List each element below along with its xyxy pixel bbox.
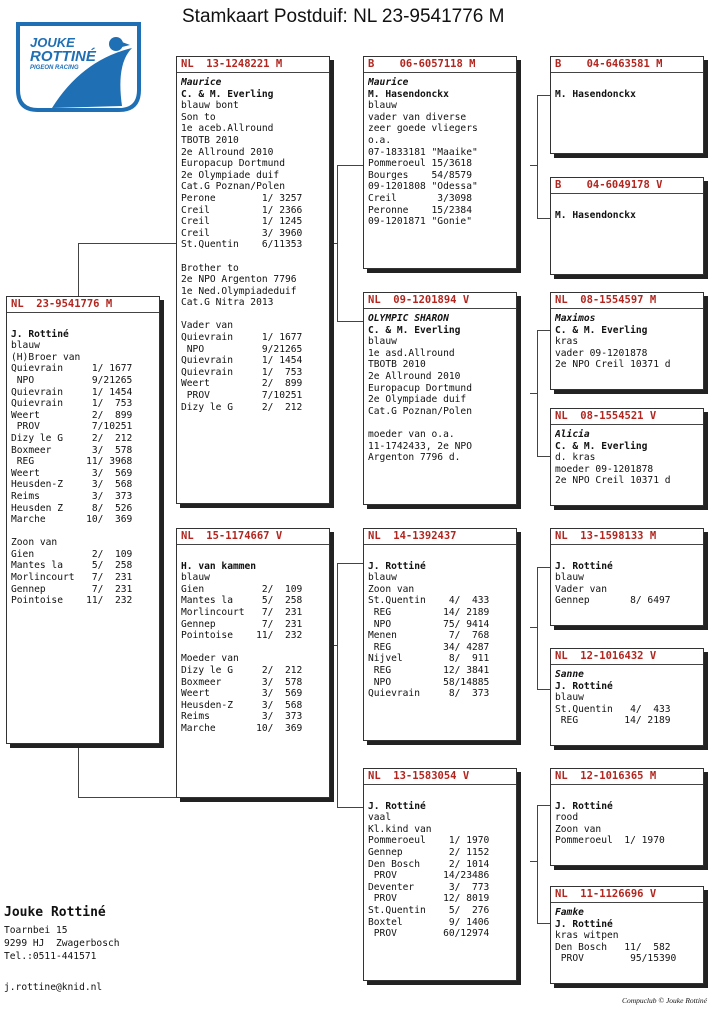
card-line: Gien 2/ 109	[181, 583, 303, 595]
card-line: Gien 2/ 109	[11, 548, 133, 560]
card-line: blauw	[368, 336, 397, 348]
ring-number: NL 12-1016365 M	[551, 769, 703, 785]
card-line: Mantes la 5/ 258	[11, 560, 133, 572]
card-line	[11, 317, 155, 329]
card-line: 2e Olympiade duif	[181, 169, 280, 181]
card-line: J. Rottiné	[11, 328, 69, 340]
ring-number: B 04-6049178 V	[551, 178, 703, 194]
card-line: Nijvel 8/ 911	[368, 653, 490, 665]
ring-number: NL 09-1201894 V	[364, 293, 516, 309]
card-line: Creil 3/3098	[368, 192, 472, 204]
card-line: rood	[555, 812, 579, 824]
card-line: Maximos	[555, 313, 596, 324]
card-line: Cat.G Poznan/Polen	[181, 181, 285, 193]
card-subject	[6, 296, 160, 744]
card-line: C. & M. Everling	[368, 324, 461, 336]
card-father	[176, 56, 330, 504]
card-line: 2e Allround 2010	[181, 146, 274, 158]
card-line: Brother to	[181, 262, 239, 274]
card-line: Europacup Dortmund	[181, 158, 285, 170]
card-line	[181, 309, 325, 321]
card-line: 2e NPO Creil 10371 d	[555, 359, 671, 371]
ring-number: B 06-6057118 M	[364, 57, 516, 73]
card-fmm	[550, 408, 704, 506]
card-line: Dizy le G 2/ 212	[181, 664, 303, 676]
card-line: kras witpen	[555, 930, 619, 942]
card-line: C. & M. Everling	[555, 440, 648, 452]
card-line: blauw bont	[181, 100, 239, 112]
ring-number: NL 14-1392437	[364, 529, 516, 545]
ring-number: NL 13-1248221 M	[177, 57, 329, 73]
card-line: H. van kammen	[181, 560, 257, 572]
card-mfm	[550, 648, 704, 746]
card-line: M. Hasendonckx	[368, 88, 449, 100]
card-line: REG 14/ 2189	[555, 715, 671, 727]
card-line	[555, 77, 699, 89]
card-line	[181, 251, 325, 263]
card-line	[555, 549, 699, 561]
card-line: PROV 95/15390	[555, 953, 677, 965]
card-line: 11-1742433, 2e NPO	[368, 440, 472, 452]
card-line: Morlincourt 7/ 231	[181, 606, 303, 618]
card-line: blauw	[555, 572, 584, 584]
card-line: Sanne	[555, 669, 584, 680]
card-line: REG 14/ 2189	[368, 606, 490, 618]
card-line: NPO 9/21265	[11, 374, 133, 386]
card-line: J. Rottiné	[555, 680, 613, 692]
card-line: Creil 3/ 3960	[181, 227, 303, 239]
card-line: Dizy le G 2/ 212	[11, 432, 133, 444]
card-line: Creil 1/ 1245	[181, 216, 303, 228]
card-line: Weert 2/ 899	[11, 409, 133, 421]
ring-number: NL 11-1126696 V	[551, 887, 703, 903]
card-line: Den Bosch 11/ 582	[555, 941, 671, 953]
card-line: zeer goede vliegers	[368, 123, 478, 135]
card-line	[368, 789, 512, 801]
card-line: Den Bosch 2/ 1014	[368, 858, 490, 870]
card-line: blauw	[555, 692, 584, 704]
ring-number: NL 08-1554597 M	[551, 293, 703, 309]
card-line: PROV 60/12974	[368, 928, 490, 940]
card-line: Quievrain 1/ 1454	[181, 355, 303, 367]
card-line: J. Rottiné	[555, 800, 613, 812]
logo	[12, 20, 145, 116]
card-line: Perone 1/ 3257	[181, 192, 303, 204]
card-ffm	[550, 177, 704, 275]
card-line: REG 12/ 3841	[368, 664, 490, 676]
card-line: Famke	[555, 907, 584, 918]
card-line: Vader van	[555, 583, 607, 595]
card-line: NPO 9/21265	[181, 343, 303, 355]
card-line: OLYMPIC SHARON	[368, 313, 449, 324]
card-line: TBOTB 2010	[181, 134, 239, 146]
card-line: Peronne 15/2384	[368, 204, 472, 216]
card-line: Zoon van	[368, 583, 415, 595]
card-line: PROV 7/10251	[11, 421, 133, 433]
card-line: Gennep 2/ 1152	[368, 846, 490, 858]
card-line: Reims 3/ 373	[11, 490, 133, 502]
owner-name: Jouke Rottiné	[4, 905, 106, 920]
card-mother-mother	[363, 768, 517, 981]
card-line: Bourges 54/8579	[368, 169, 472, 181]
card-line	[368, 549, 512, 561]
card-line: Creil 1/ 2366	[181, 204, 303, 216]
card-line: Quievrain 1/ 1677	[181, 332, 303, 344]
card-line: 1e asd.Allround	[368, 347, 455, 359]
card-line: Maurice	[368, 77, 409, 88]
card-line: Moeder van	[181, 653, 239, 665]
card-line: Quievrain 1/ 753	[11, 398, 133, 410]
card-line: blauw	[181, 572, 210, 584]
card-line: Quievrain 1/ 1677	[11, 363, 133, 375]
ring-number: B 04-6463581 M	[551, 57, 703, 73]
card-line: St.Quentin 6/11353	[181, 239, 303, 251]
card-line: kras	[555, 336, 579, 348]
card-line: 09-1201808 "Odessa"	[368, 181, 478, 193]
card-line: M. Hasendonckx	[555, 88, 636, 100]
card-line: C. & M. Everling	[555, 324, 648, 336]
card-line: Quievrain 1/ 753	[181, 366, 303, 378]
card-line: J. Rottiné	[555, 918, 613, 930]
card-line: Gennep 7/ 231	[181, 618, 303, 630]
card-line: Europacup Dortmund	[368, 382, 472, 394]
card-line: PROV 7/10251	[181, 390, 303, 402]
footer-credit: Compuclub © Jouke Rottiné	[621, 996, 707, 1005]
card-line	[181, 642, 325, 654]
card-line: TBOTB 2010	[368, 359, 426, 371]
card-line	[555, 198, 699, 210]
card-line: REG 34/ 4287	[368, 641, 490, 653]
logo-line3: PIGEON RACING	[30, 65, 79, 71]
card-line: NPO 75/ 9414	[368, 618, 490, 630]
card-father-father	[363, 56, 517, 269]
card-line: Zoon van	[555, 823, 602, 835]
card-line: Boxmeer 3/ 578	[181, 676, 303, 688]
card-line: Zoon van	[11, 537, 58, 549]
card-line: Cat.G Poznan/Polen	[368, 405, 472, 417]
logo-line2: ROTTINÉ	[30, 48, 96, 65]
card-line: (H)Broer van	[11, 351, 81, 363]
card-line: REG 11/ 3968	[11, 456, 133, 468]
card-line: St.Quentin 5/ 276	[368, 904, 490, 916]
card-mother-father	[363, 528, 517, 741]
card-line: vader van diverse	[368, 111, 467, 123]
card-line: PROV 12/ 8019	[368, 893, 490, 905]
card-line: Weert 2/ 899	[181, 378, 303, 390]
card-line: Menen 7/ 768	[368, 630, 490, 642]
card-line	[181, 549, 325, 561]
card-line: o.a.	[368, 134, 392, 146]
owner-city: 9299 HJ Zwagerbosch	[4, 938, 120, 949]
card-line: Cat.G Nitra 2013	[181, 297, 274, 309]
card-line: Marche 10/ 369	[181, 722, 303, 734]
card-line: St.Quentin 4/ 433	[368, 595, 490, 607]
card-line: Son to	[181, 111, 216, 123]
card-line	[368, 417, 512, 429]
card-line: Pointoise 11/ 232	[181, 630, 303, 642]
card-line: 2e Olympiade duif	[368, 394, 467, 406]
card-line: C. & M. Everling	[181, 88, 274, 100]
ring-number: NL 12-1016432 V	[551, 649, 703, 665]
card-line: vaal	[368, 812, 392, 824]
card-line: blauw	[11, 340, 40, 352]
card-line: Heusden-Z 3/ 568	[181, 699, 303, 711]
ring-number: NL 13-1598133 M	[551, 529, 703, 545]
card-line: Weert 3/ 569	[11, 467, 133, 479]
card-line: 1e aceb.Allround	[181, 123, 274, 135]
card-line: Heusden-Z 3/ 568	[11, 479, 133, 491]
owner-email: j.rottine@knid.nl	[4, 982, 103, 993]
card-line: moeder 09-1201878	[555, 463, 654, 475]
card-line: 07-1833181 "Maaike"	[368, 146, 478, 158]
page-title: Stamkaart Postduif: NL 23-9541776 M	[182, 6, 505, 27]
logo-line1: JOUKE	[30, 35, 75, 50]
card-line: 09-1201871 "Gonie"	[368, 216, 472, 228]
card-mmf	[550, 768, 704, 866]
card-mother	[176, 528, 330, 798]
card-line: Alicia	[555, 429, 590, 440]
ring-number: NL 23-9541776 M	[7, 297, 159, 313]
card-line: J. Rottiné	[368, 560, 426, 572]
owner-street: Toarnbei 15	[4, 925, 68, 936]
card-line: Pointoise 11/ 232	[11, 595, 133, 607]
card-line: 1e Ned.Olympiadeduif	[181, 285, 297, 297]
card-line	[11, 526, 155, 538]
card-line: St.Quentin 4/ 433	[555, 703, 671, 715]
card-line: J. Rottiné	[555, 560, 613, 572]
card-line: Pommeroeul 15/3618	[368, 158, 472, 170]
card-line: blauw	[368, 100, 397, 112]
card-fmf	[550, 292, 704, 390]
card-fff	[550, 56, 704, 154]
card-line: Morlincourt 7/ 231	[11, 572, 133, 584]
card-line	[555, 789, 699, 801]
card-line: Weert 3/ 569	[181, 688, 303, 700]
card-line: Boxtel 9/ 1406	[368, 916, 490, 928]
card-line: Heusden Z 8/ 526	[11, 502, 133, 514]
card-line: Pommeroeul 1/ 1970	[555, 835, 665, 847]
owner-block	[4, 905, 120, 963]
card-line: Deventer 3/ 773	[368, 881, 490, 893]
card-line: PROV 14/23486	[368, 870, 490, 882]
card-line: d. kras	[555, 452, 596, 464]
card-line: Quievrain 8/ 373	[368, 688, 490, 700]
card-line: M. Hasendonckx	[555, 209, 636, 221]
card-line: Quievrain 1/ 1454	[11, 386, 133, 398]
card-line: 2e NPO Argenton 7796	[181, 274, 297, 286]
card-line: 2e Allround 2010	[368, 370, 461, 382]
card-mff	[550, 528, 704, 626]
card-line: Kl.kind van	[368, 823, 432, 835]
card-line: Argenton 7796 d.	[368, 452, 461, 464]
card-line: Reims 3/ 373	[181, 711, 303, 723]
ring-number: NL 13-1583054 V	[364, 769, 516, 785]
card-mmm	[550, 886, 704, 984]
card-line: Pommeroeul 1/ 1970	[368, 835, 490, 847]
card-line: 2e NPO Creil 10371 d	[555, 475, 671, 487]
card-line: Gennep 8/ 6497	[555, 595, 671, 607]
card-line: NPO 58/14885	[368, 676, 490, 688]
ring-number: NL 15-1174667 V	[177, 529, 329, 545]
card-line: Vader van	[181, 320, 233, 332]
card-line: blauw	[368, 572, 397, 584]
card-line: Maurice	[181, 77, 222, 88]
ring-number: NL 08-1554521 V	[551, 409, 703, 425]
card-line: Mantes la 5/ 258	[181, 595, 303, 607]
card-line: moeder van o.a.	[368, 428, 455, 440]
card-father-mother	[363, 292, 517, 505]
card-line: Marche 10/ 369	[11, 514, 133, 526]
owner-tel: Tel.:0511-441571	[4, 951, 97, 962]
card-line: vader 09-1201878	[555, 347, 648, 359]
card-line: J. Rottiné	[368, 800, 426, 812]
card-line: Gennep 7/ 231	[11, 583, 133, 595]
card-line: Boxmeer 3/ 578	[11, 444, 133, 456]
card-line: Dizy le G 2/ 212	[181, 401, 303, 413]
